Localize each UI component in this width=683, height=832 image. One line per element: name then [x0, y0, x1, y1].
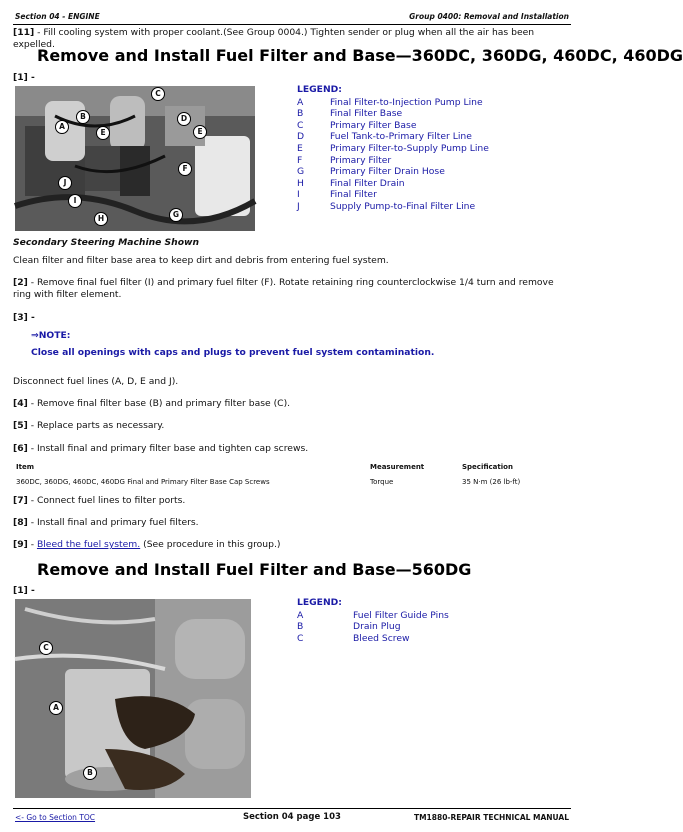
callout-j: J: [58, 176, 72, 190]
figure-label-2: [1] -: [13, 585, 35, 596]
callout-g: G: [169, 208, 183, 222]
callout-c: C: [151, 87, 165, 101]
section-title-2: Remove and Install Fuel Filter and Base—560DG: [37, 560, 472, 579]
legend-row: C Bleed Screw: [297, 632, 410, 644]
page-header: [13, 10, 571, 25]
step-8: [8] - Install final and primary fuel filters.: [13, 517, 199, 528]
legend-row: I Final Filter: [297, 189, 377, 201]
note-label: ⇒NOTE:: [31, 330, 71, 341]
callout-h: H: [94, 212, 108, 226]
callout-a: A: [49, 701, 63, 715]
step-text: - Fill cooling system with proper coolant.(See Group 0004.) Tighten sender or plug when all the air has been expelled.: [13, 27, 535, 50]
legend-row: C Primary Filter Base: [297, 119, 417, 131]
step-5: [5] - Replace parts as necessary.: [13, 420, 165, 431]
callout-b: B: [83, 766, 97, 780]
callout-e: E: [96, 126, 110, 140]
step-7: [7] - Connect fuel lines to filter ports.: [13, 495, 186, 506]
legend-title: LEGEND:: [297, 597, 342, 608]
legend-2: [297, 597, 449, 644]
manual-title: TM1880-REPAIR TECHNICAL MANUAL: [413, 813, 569, 822]
step-3: [3] -: [13, 312, 35, 323]
legend-row: B Drain Plug: [297, 621, 401, 633]
legend-row: J Supply Pump-to-Final Filter Line: [297, 200, 476, 212]
figure-label-1: [1] -: [13, 72, 35, 83]
clean-instruction: Clean filter and filter base area to keep dirt and debris from entering fuel system.: [13, 255, 389, 266]
legend-row: G Primary Filter Drain Hose: [297, 166, 445, 178]
figure-caption: Secondary Steering Machine Shown: [13, 237, 200, 248]
legend-row: F Primary Filter: [297, 154, 392, 166]
photo-illustration: [15, 86, 255, 231]
legend-1: [297, 84, 489, 213]
legend-row: H Final Filter Drain: [297, 177, 405, 189]
legend-row: E Primary Filter-to-Supply Pump Line: [297, 142, 489, 154]
step-6: [6] - Install final and primary filter base and tighten cap screws.: [13, 443, 309, 454]
section-toc-link[interactable]: <- Go to Section TOC: [15, 813, 96, 822]
section-title-1: Remove and Install Fuel Filter and Base—360DC, 360DG, 460DC, 460DG: [37, 46, 683, 65]
photo-illustration: [15, 599, 251, 798]
fuel-filter-photo: [15, 86, 255, 231]
page-number: Section 04 page 103: [243, 812, 341, 822]
callout-i: I: [68, 194, 82, 208]
note-text: Close all openings with caps and plugs to prevent fuel system contamination.: [31, 347, 435, 358]
callout-c: C: [39, 641, 53, 655]
fuel-filter-560dg-photo: [15, 599, 251, 798]
header-group: Group 0400: Removal and Installation: [409, 12, 569, 21]
callout-e: E: [193, 125, 207, 139]
bleed-fuel-link[interactable]: Bleed the fuel system.: [36, 539, 141, 550]
legend-title: LEGEND:: [297, 84, 342, 95]
step-number: [11]: [13, 27, 35, 38]
header-section: Section 04 - ENGINE: [15, 12, 100, 21]
callout-b: B: [76, 110, 90, 124]
legend-row: A Fuel Filter Guide Pins: [297, 609, 449, 621]
legend-row: A Final Filter-to-Injection Pump Line: [297, 96, 483, 108]
disconnect-lines: Disconnect fuel lines (A, D, E and J).: [13, 376, 179, 387]
step-2: [2] - Remove final fuel filter (I) and primary fuel filter (F). Rotate retaining ring counterclockwise 1/4 turn and remove ring with filter element.: [13, 277, 554, 300]
page-footer: [13, 808, 571, 825]
callout-d: D: [177, 112, 191, 126]
callout-f: F: [178, 162, 192, 176]
legend-row: D Fuel Tank-to-Primary Filter Line: [297, 131, 472, 143]
step-4: [4] - Remove final filter base (B) and primary filter base (C).: [13, 398, 291, 409]
legend-row: B Final Filter Base: [297, 108, 403, 120]
step-9: [9] - Bleed the fuel system. (See procedure in this group.): [13, 539, 281, 550]
callout-a: A: [55, 120, 69, 134]
